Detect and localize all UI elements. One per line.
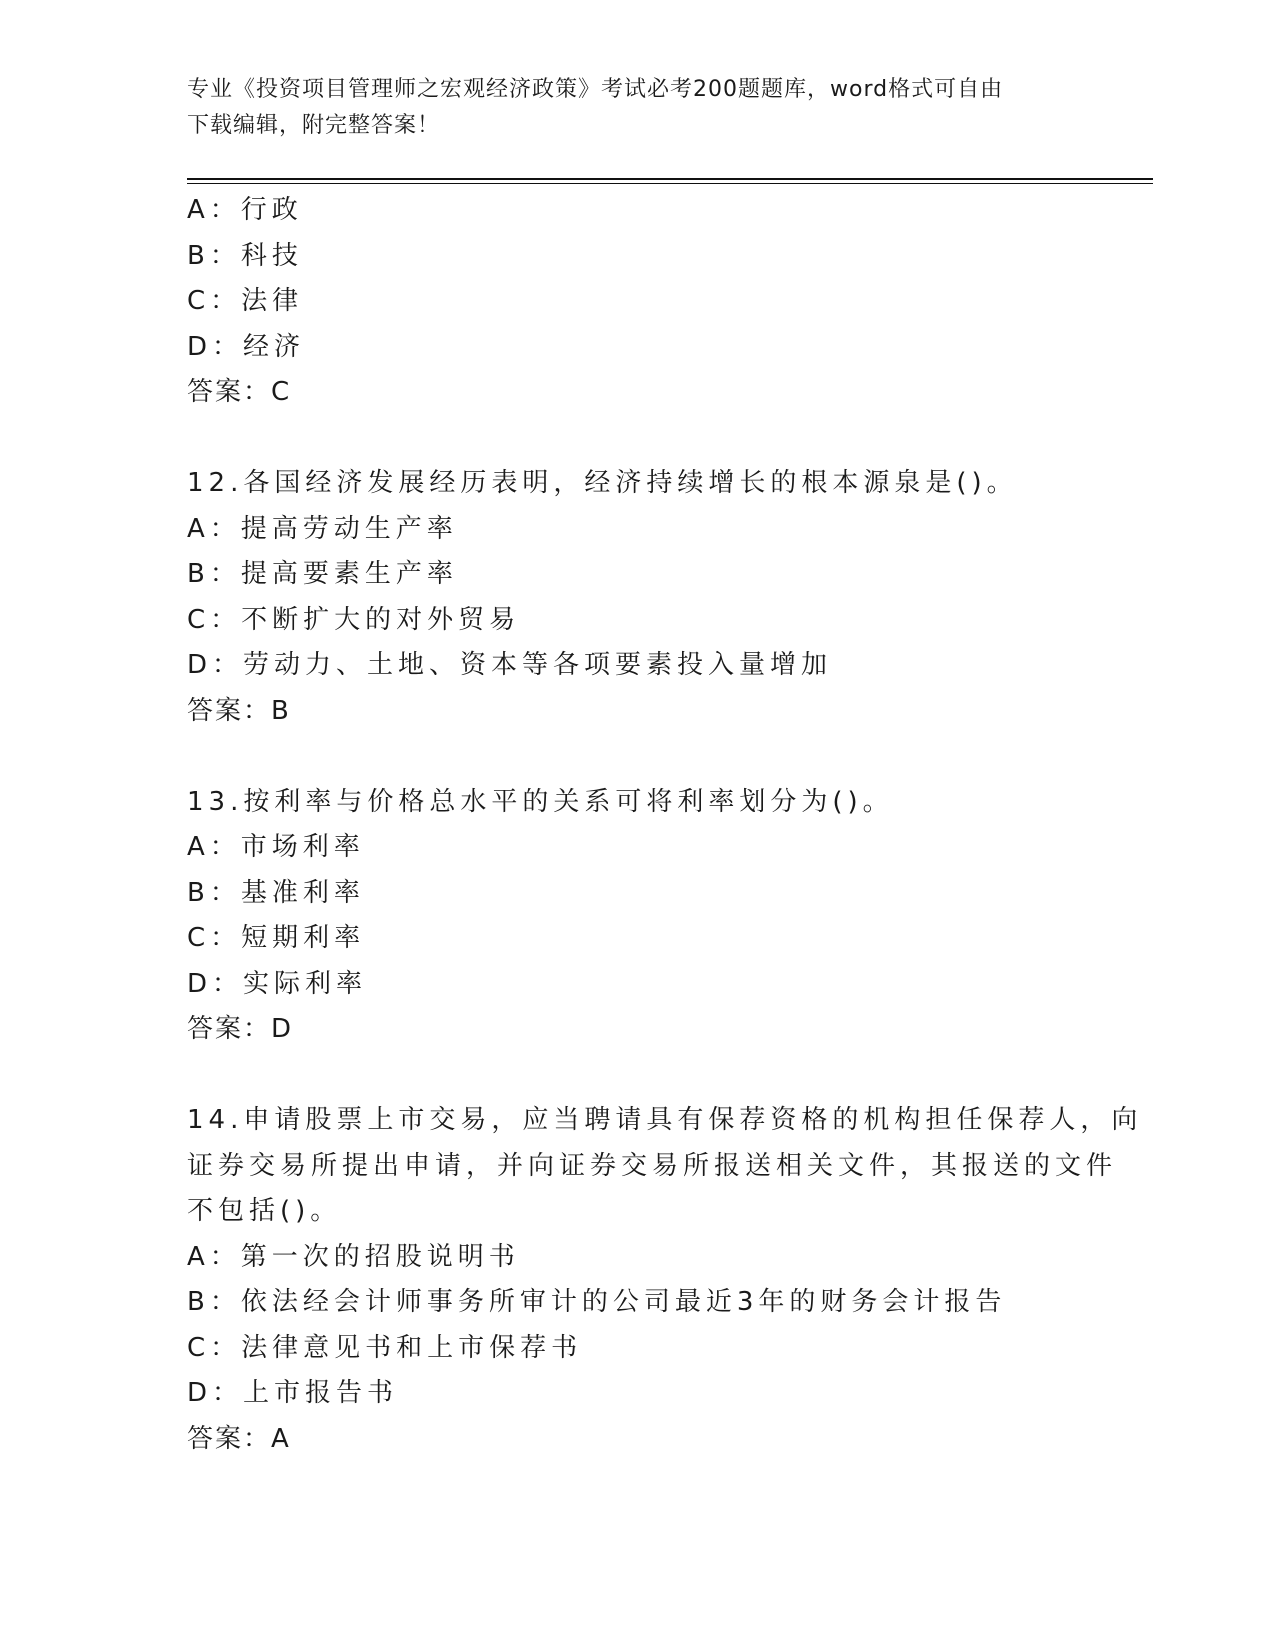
- answer-line: 答案：C: [187, 377, 292, 407]
- question-14: [187, 1098, 1143, 1462]
- option-b: B：依法经会计师事务所审计的公司最近3年的财务会计报告: [187, 1287, 1007, 1317]
- header-divider-thick: [187, 178, 1153, 180]
- header-divider-thin: [187, 183, 1153, 184]
- header-line-1: 专业《投资项目管理师之宏观经济政策》考试必考200题题库，word格式可自由: [187, 77, 1004, 102]
- option-d: D：上市报告书: [187, 1378, 399, 1408]
- question-11-continued: [187, 188, 1087, 416]
- question-12: [187, 461, 1087, 734]
- question-text-line-2: 证券交易所提出申请，并向证券交易所报送相关文件，其报送的文件: [187, 1150, 1118, 1181]
- question-text: 13.按利率与价格总水平的关系可将利率划分为()。: [187, 786, 894, 817]
- option-c: C：法律: [187, 286, 304, 316]
- question-13: [187, 780, 1087, 1053]
- question-text-line-3: 不包括()。: [187, 1196, 342, 1226]
- option-b: B：基准利率: [187, 877, 365, 908]
- option-a: A：第一次的招股说明书: [187, 1241, 520, 1272]
- option-d: D：经济: [187, 331, 306, 362]
- header-line-2: 下载编辑，附完整答案！: [187, 113, 441, 138]
- option-a: A：市场利率: [187, 832, 365, 862]
- answer-line: 答案：A: [187, 1423, 291, 1454]
- option-d: D：实际利率: [187, 968, 368, 999]
- option-b: B：提高要素生产率: [187, 559, 458, 589]
- option-c: C：不断扩大的对外贸易: [187, 604, 521, 635]
- option-b: B：科技: [187, 240, 303, 271]
- answer-line: 答案：D: [187, 1014, 294, 1044]
- answer-line: 答案：B: [187, 695, 291, 726]
- question-list: [187, 188, 1143, 1462]
- document-header: [187, 72, 1067, 144]
- option-a: A：行政: [187, 195, 303, 225]
- option-c: C：短期利率: [187, 923, 366, 953]
- question-text-line-1: 14.申请股票上市交易，应当聘请具有保荐资格的机构担任保荐人，向: [187, 1105, 1143, 1135]
- option-d: D：劳动力、土地、资本等各项要素投入量增加: [187, 650, 833, 680]
- option-c: C：法律意见书和上市保荐书: [187, 1332, 583, 1363]
- question-text: 12.各国经济发展经历表明，经济持续增长的根本源泉是()。: [187, 468, 1018, 498]
- option-a: A：提高劳动生产率: [187, 513, 458, 544]
